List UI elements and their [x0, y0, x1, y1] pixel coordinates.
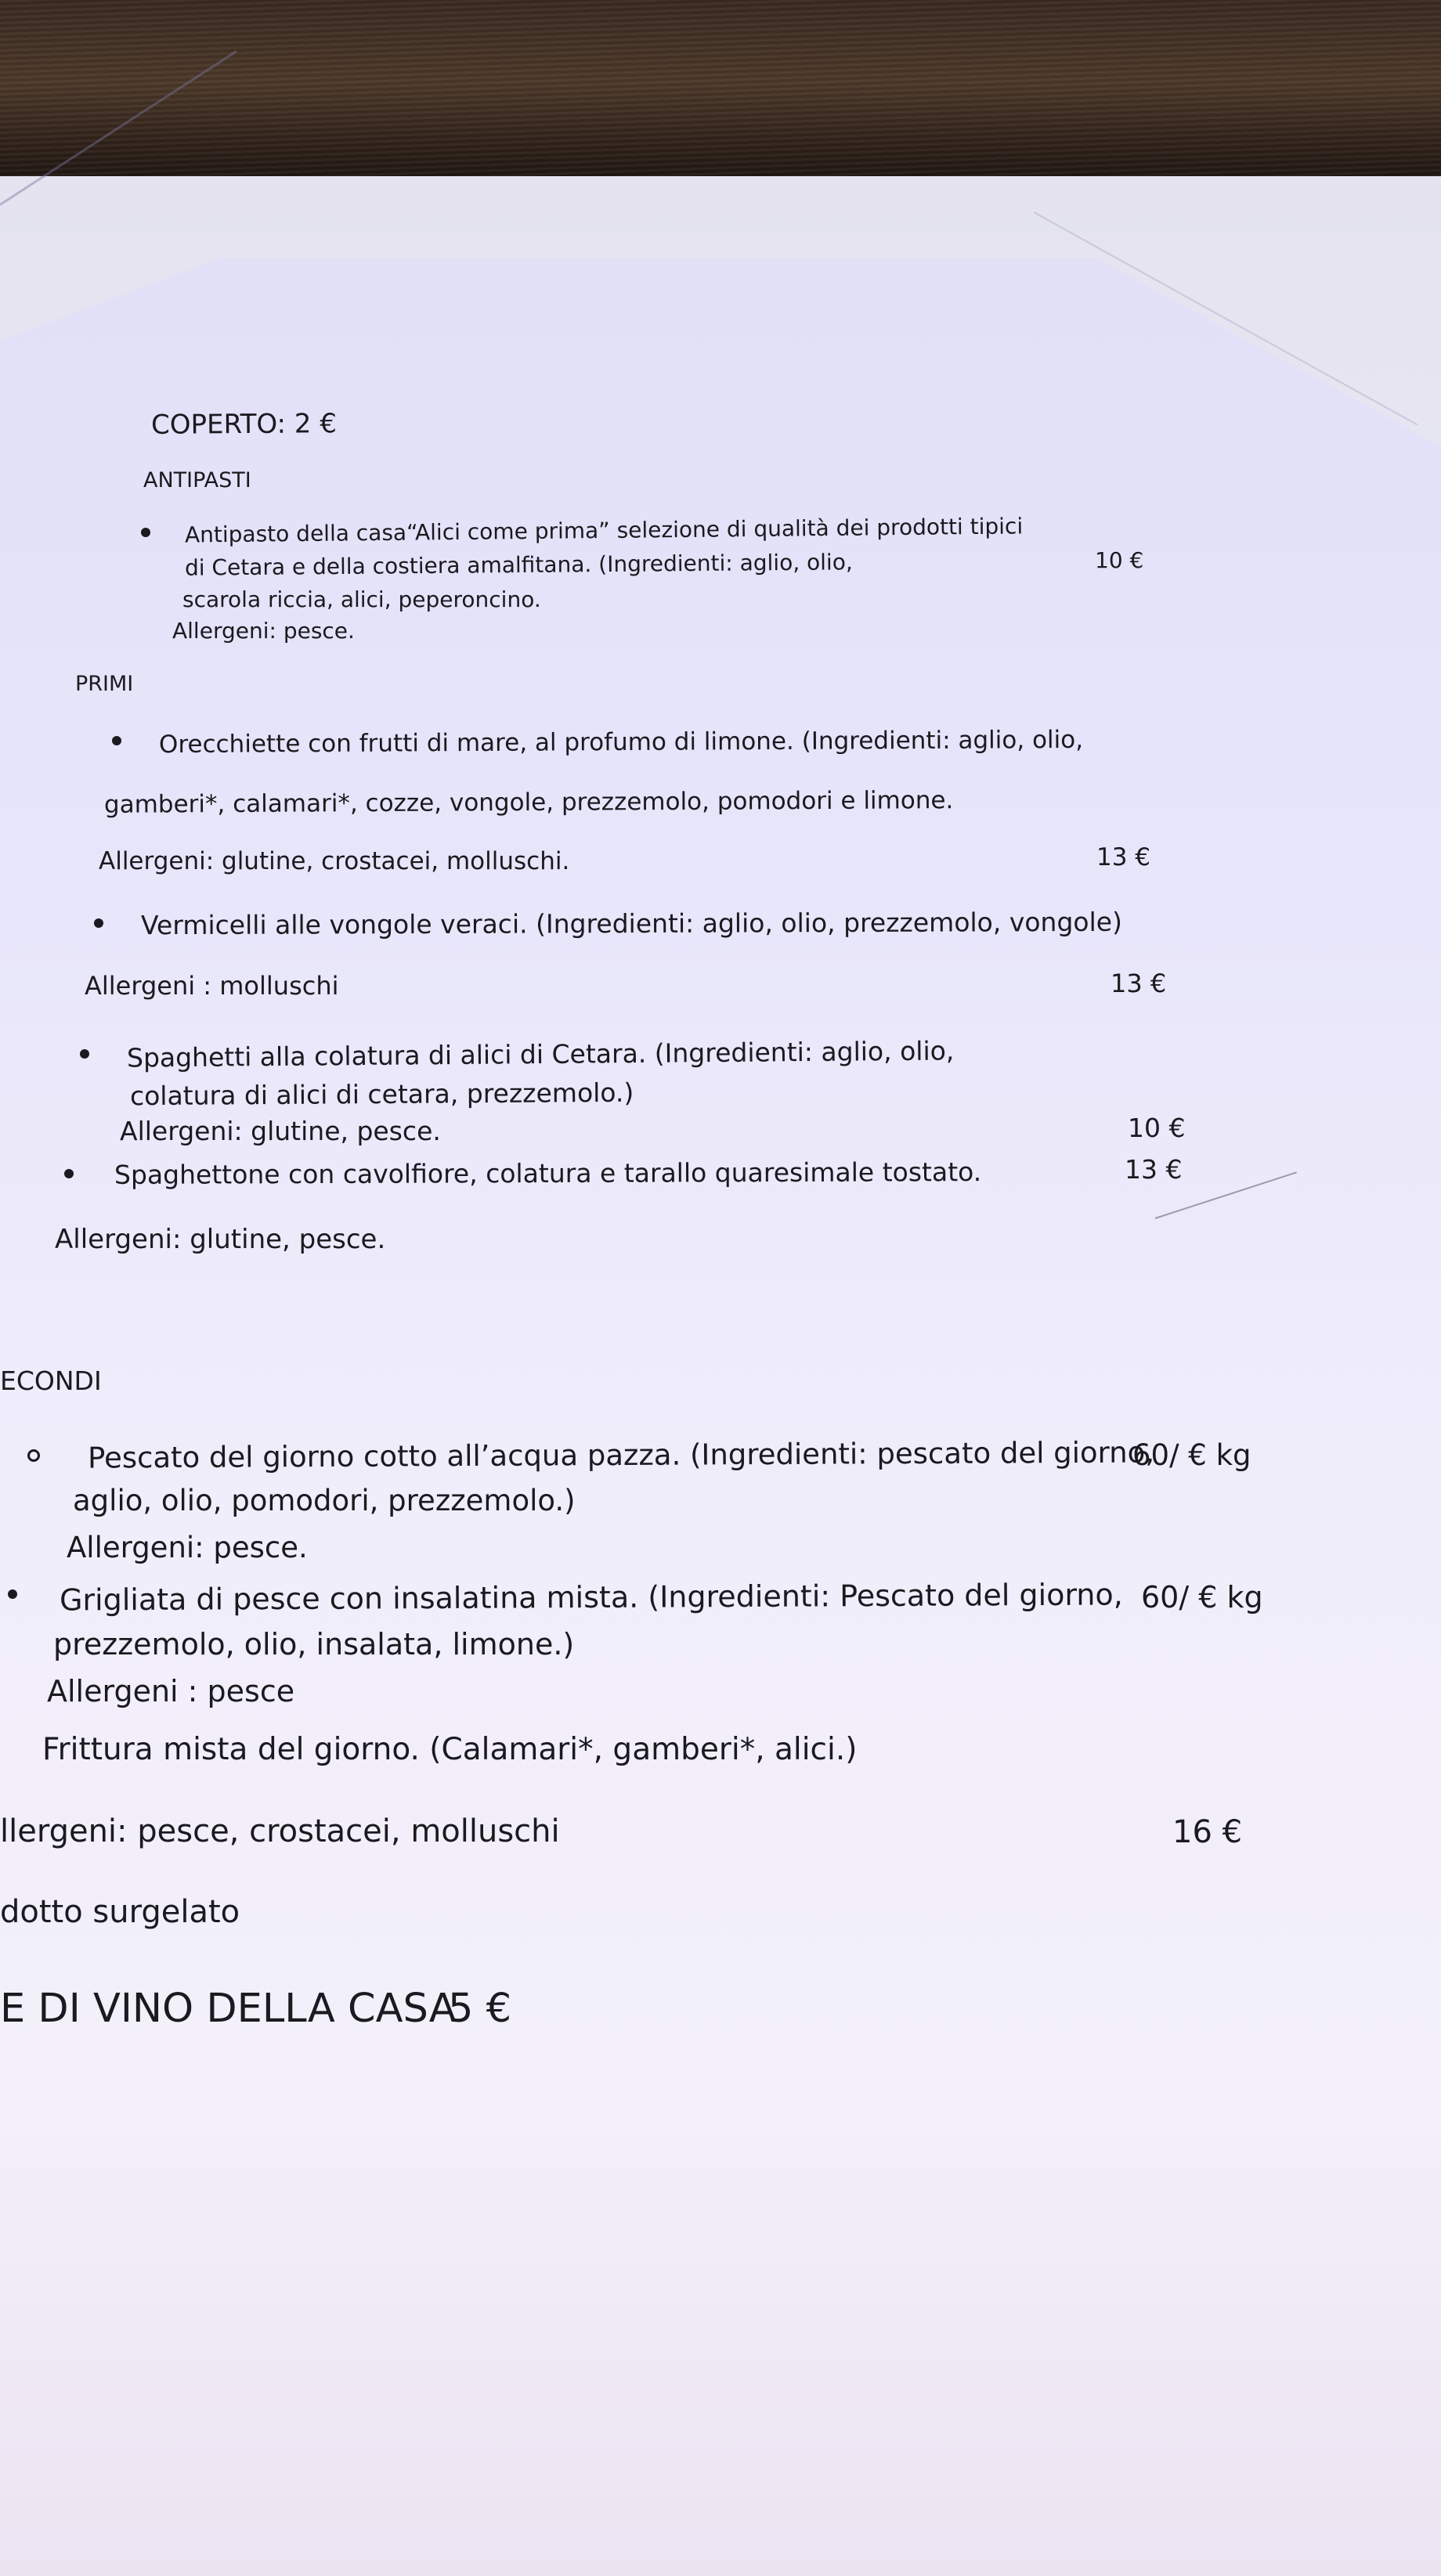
house-wine-price: 5 €: [448, 1986, 512, 2032]
pescato-allergens: Allergeni: pesce.: [67, 1531, 308, 1564]
bullet-dot: [8, 1589, 17, 1599]
antipasto-casa-price: 10 €: [1095, 547, 1144, 573]
wooden-table-background: [0, 0, 1441, 184]
spaghettone-price: 13 €: [1125, 1154, 1183, 1185]
frittura-allergens: llergeni: pesce, crostacei, molluschi: [0, 1813, 560, 1849]
grigliata-line-1: Grigliata di pesce con insalatina mista. (Ingredienti: Pescato del giorno,: [59, 1577, 1123, 1618]
antipasto-casa-line-3: scarola riccia, alici, peperoncino.: [182, 586, 541, 612]
spaghetti-colatura-allergens: Allergeni: glutine, pesce.: [120, 1116, 441, 1146]
bullet-dot: [141, 528, 150, 537]
orecchiette-line-1: Orecchiette con frutti di mare, al profumo di limone. (Ingredienti: aglio, olio,: [158, 725, 1084, 759]
vermicelli-line-1: Vermicelli alle vongole veraci. (Ingredienti: aglio, olio, prezzemolo, vongole): [140, 906, 1122, 941]
orecchiette-price: 13 €: [1096, 843, 1151, 871]
grigliata-line-2: prezzemolo, olio, insalata, limone.): [53, 1627, 575, 1661]
bullet-dot: [80, 1049, 89, 1059]
section-heading-primi: PRIMI: [75, 672, 134, 696]
spaghetti-colatura-line-2: colatura di alici di cetara, prezzemolo.): [129, 1077, 634, 1112]
orecchiette-line-2: gamberi*, calamari*, cozze, vongole, prezzemolo, pomodori e limone.: [103, 786, 954, 819]
grigliata-allergens: Allergeni : pesce: [47, 1674, 295, 1708]
antipasto-casa-line-1: Antipasto della casa“Alici come prima” selezione di qualità dei prodotti tipici: [184, 513, 1024, 548]
section-heading-secondi: ECONDI: [0, 1366, 102, 1396]
section-heading-antipasti: ANTIPASTI: [143, 468, 251, 492]
frittura-line-1: Frittura mista del giorno. (Calamari*, gamberi*, alici.): [42, 1732, 858, 1767]
pescato-price: 60/ € kg: [1132, 1438, 1251, 1472]
vermicelli-price: 13 €: [1111, 969, 1167, 998]
spaghetti-colatura-line-1: Spaghetti alla colatura di alici di Cetara. (Ingredienti: aglio, olio,: [126, 1035, 955, 1073]
coperto-line: COPERTO: 2 €: [150, 408, 338, 441]
pescato-line-1: Pescato del giorno cotto all’acqua pazza. (Ingredienti: pescato del giorno,: [87, 1435, 1155, 1475]
vermicelli-allergens: Allergeni : molluschi: [85, 971, 339, 1001]
bullet-dot: [64, 1169, 74, 1178]
spaghetti-colatura-price: 10 €: [1128, 1113, 1186, 1143]
bullet-dot: [94, 918, 103, 928]
spaghettone-allergens: Allergeni: glutine, pesce.: [55, 1224, 386, 1255]
orecchiette-allergens: Allergeni: glutine, crostacei, molluschi.: [99, 847, 570, 875]
antipasto-casa-allergens: Allergeni: pesce.: [172, 618, 355, 644]
house-wine-label: E DI VINO DELLA CASA: [0, 1986, 457, 2032]
frittura-price: 16 €: [1172, 1814, 1243, 1850]
bullet-dot: [27, 1449, 40, 1462]
frozen-product-note: dotto surgelato: [0, 1894, 240, 1930]
bullet-dot: [112, 736, 121, 745]
antipasto-casa-line-2: di Cetara e della costiera amalfitana. (Ingredienti: aglio, olio,: [184, 549, 853, 581]
spaghettone-line-1: Spaghettone con cavolfiore, colatura e tarallo quaresimale tostato.: [114, 1156, 982, 1190]
pescato-line-2: aglio, olio, pomodori, prezzemolo.): [73, 1484, 576, 1517]
grigliata-price: 60/ € kg: [1141, 1580, 1263, 1615]
